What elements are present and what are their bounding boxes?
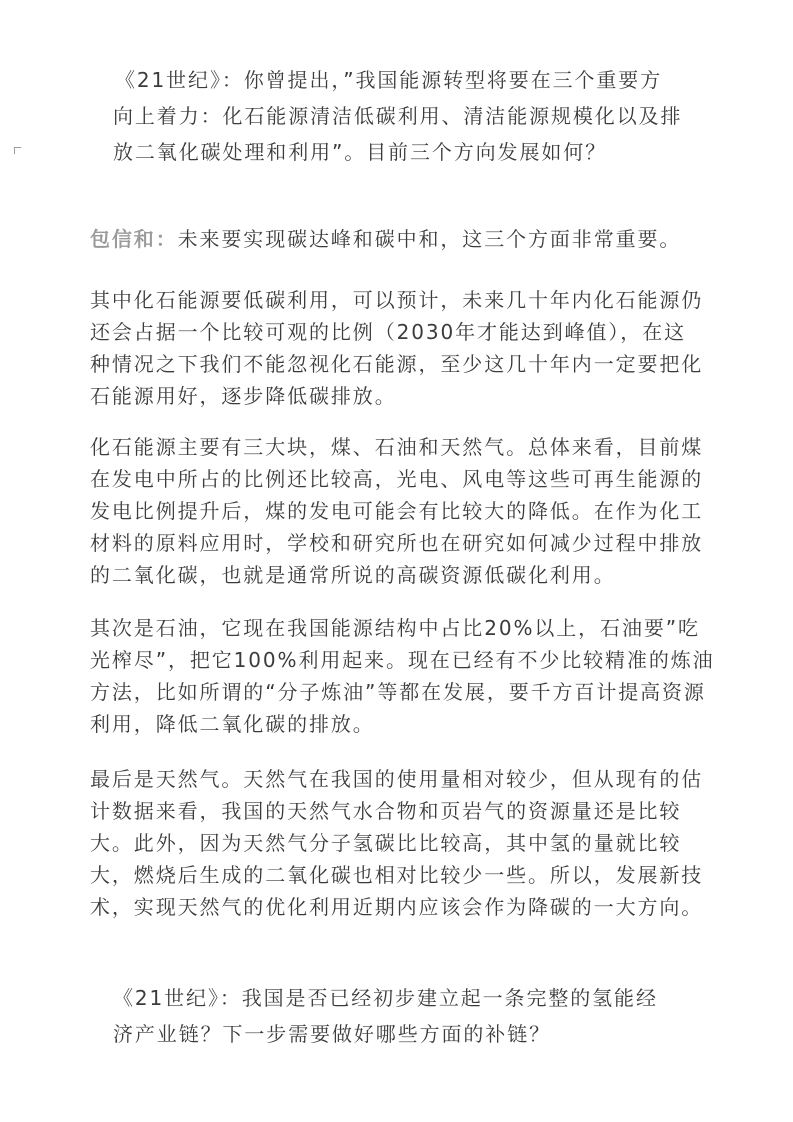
crop-mark — [14, 147, 21, 154]
paragraph-line: 石能源用好，逐步降低碳排放。 — [90, 384, 397, 408]
paragraph-line: 计数据来看，我国的天然气水合物和页岩气的资源量还是比较 — [90, 799, 682, 823]
question-2-line: 《21世纪》：我国是否已经初步建立起一条完整的氢能经 — [113, 986, 658, 1010]
paragraph-line: 大。此外，因为天然气分子氢碳比比较高，其中氢的量就比较 — [90, 831, 682, 855]
answer-paragraph-2 — [90, 431, 710, 591]
paragraph-line: 化石能源主要有三大块，煤、石油和天然气。总体来看，目前煤 — [90, 435, 704, 459]
paragraph-line: 大，燃烧后生成的二氧化碳也相对比较少一些。所以，发展新技 — [90, 863, 704, 887]
paragraph-line: 术，实现天然气的优化利用近期内应该会作为降碳的一大方向。 — [90, 895, 704, 919]
answer-opening-text: 未来要实现碳达峰和碳中和，这三个方面非常重要。 — [177, 227, 682, 251]
paragraph-line: 种情况之下我们不能忽视化石能源，至少这几十年内一定要把化 — [90, 352, 704, 376]
question-1 — [113, 62, 713, 170]
question-1-line: 向上着力：化石能源清洁低碳利用、清洁能源规模化以及排 — [113, 104, 683, 128]
paragraph-line: 最后是天然气。天然气在我国的使用量相对较少，但从现有的估 — [90, 767, 704, 791]
question-2-line: 济产业链？下一步需要做好哪些方面的补链？ — [113, 1022, 551, 1046]
paragraph-line: 光榨尽”，把它100%利用起来。现在已经有不少比较精准的炼油 — [90, 648, 715, 672]
paragraph-line: 其次是石油，它现在我国能源结构中占比20%以上，石油要”吃 — [90, 616, 700, 640]
paragraph-line: 发电比例提升后，煤的发电可能会有比较大的降低。在作为化工 — [90, 499, 704, 523]
answer-opening — [90, 223, 710, 255]
paragraph-line: 的二氧化碳，也就是通常所说的高碳资源低碳化利用。 — [90, 563, 616, 587]
paragraph-line: 还会占据一个比较可观的比例（2030年才能达到峰值），在这 — [90, 320, 686, 344]
paragraph-line: 其中化石能源要低碳利用，可以预计，未来几十年内化石能源仍 — [90, 288, 704, 312]
paragraph-line: 利用，降低二氧化碳的排放。 — [90, 712, 375, 736]
question-2 — [113, 980, 713, 1052]
speaker-name: 包信和： — [90, 227, 178, 251]
question-1-line: 放二氧化碳处理和利用”。目前三个方向发展如何？ — [113, 140, 608, 164]
question-1-line: 《21世纪》：你曾提出，”我国能源转型将要在三个重要方 — [115, 68, 663, 92]
paragraph-line: 方法，比如所谓的“分子炼油”等都在发展，要千方百计提高资源 — [90, 680, 706, 704]
paragraph-line: 材料的原料应用时，学校和研究所也在研究如何减少过程中排放 — [90, 531, 704, 555]
paragraph-line: 在发电中所占的比例还比较高，光电、风电等这些可再生能源的 — [90, 467, 704, 491]
answer-paragraph-1 — [90, 284, 710, 412]
answer-paragraph-3 — [90, 612, 715, 740]
answer-paragraph-4 — [90, 763, 710, 923]
